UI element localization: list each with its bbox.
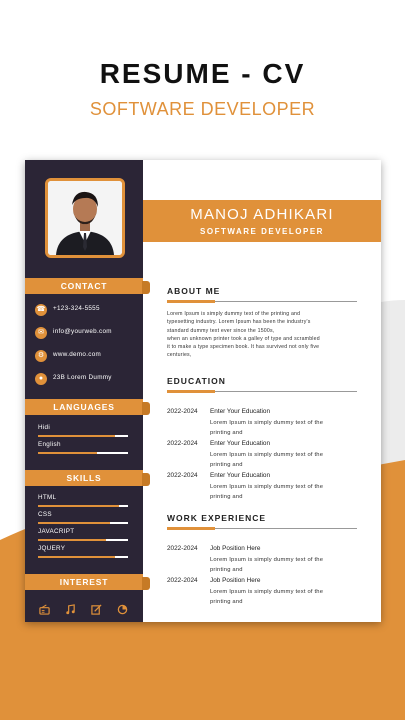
education-divider	[167, 391, 357, 392]
education-heading: EDUCATION	[167, 376, 226, 386]
experience-desc: Lorem Ipsum is simply dummy text of the printing and	[210, 557, 324, 573]
experience-title: Job Position Here	[210, 577, 261, 584]
skill-bar	[38, 505, 128, 507]
contact-heading: CONTACT	[25, 278, 143, 294]
language-bar	[38, 435, 128, 437]
about-divider	[167, 301, 357, 302]
education-date: 2022-2024	[167, 440, 198, 447]
language-label: English	[38, 441, 61, 448]
name-banner	[143, 200, 381, 242]
phone-icon: ☎	[35, 304, 47, 316]
about-heading: ABOUT ME	[167, 286, 221, 296]
experience-divider	[167, 528, 357, 529]
profile-photo	[45, 178, 125, 258]
interest-heading: INTEREST	[25, 574, 143, 590]
resume-card	[25, 160, 381, 622]
language-bar	[38, 452, 128, 454]
experience-desc: Lorem Ipsum is simply dummy text of the printing and	[210, 589, 324, 605]
email-icon: ✉	[35, 327, 47, 339]
experience-title: Job Position Here	[210, 545, 261, 552]
radio-icon	[39, 604, 50, 615]
profile-name: MANOJ ADHIKARI	[190, 206, 334, 223]
education-desc: Lorem Ipsum is simply dummy text of the printing and	[210, 452, 324, 468]
education-desc: Lorem Ipsum is simply dummy text of the printing and	[210, 484, 324, 500]
education-title: Enter Your Education	[210, 440, 271, 447]
page-title: RESUME - CV	[99, 58, 306, 89]
skill-label: JQUERY	[38, 545, 66, 552]
education-title: Enter Your Education	[210, 408, 271, 415]
skill-bar	[38, 522, 128, 524]
location-icon: ●	[35, 373, 47, 385]
edit-icon	[91, 604, 102, 615]
skill-label: HTML	[38, 494, 57, 501]
web-icon: ⚙	[35, 350, 47, 362]
education-desc: Lorem Ipsum is simply dummy text of the printing and	[210, 420, 324, 436]
skills-heading: SKILLS	[25, 470, 143, 486]
music-icon	[65, 604, 76, 615]
skill-label: JAVACRIPT	[38, 528, 75, 535]
profile-role: SOFTWARE DEVELOPER	[200, 227, 324, 236]
experience-date: 2022-2024	[167, 577, 198, 584]
skill-label: CSS	[38, 511, 52, 518]
languages-heading: LANGUAGES	[25, 399, 143, 415]
skill-bar	[38, 539, 128, 541]
experience-date: 2022-2024	[167, 545, 198, 552]
chart-icon	[117, 604, 128, 615]
language-label: Hidi	[38, 424, 51, 431]
skill-bar	[38, 556, 128, 558]
education-date: 2022-2024	[167, 408, 198, 415]
page-subtitle: SOFTWARE DEVELOPER	[89, 99, 316, 119]
education-title: Enter Your Education	[210, 472, 271, 479]
resume-sidebar: CONTACT ☎ +123-324-5555 ✉ info@yourweb.com ⚙ www.demo.com ● 23B Lorem Dummy LANGUAGES Hidi English SKILLS HTML CSS JAVACRIPT JQUERY INTEREST	[25, 160, 143, 622]
education-date: 2022-2024	[167, 472, 198, 479]
about-text: Lorem Ipsum is simply dummy text of the printing and typesetting industry. Lorem Ipsum has been the industry's standard dummy text ever since the 1500s, when an unknown printer took a galley of type and scrambled it to make a type specimen book. It has survived not only five centuries,	[167, 311, 320, 359]
experience-heading: WORK EXPERIENCE	[167, 513, 267, 523]
